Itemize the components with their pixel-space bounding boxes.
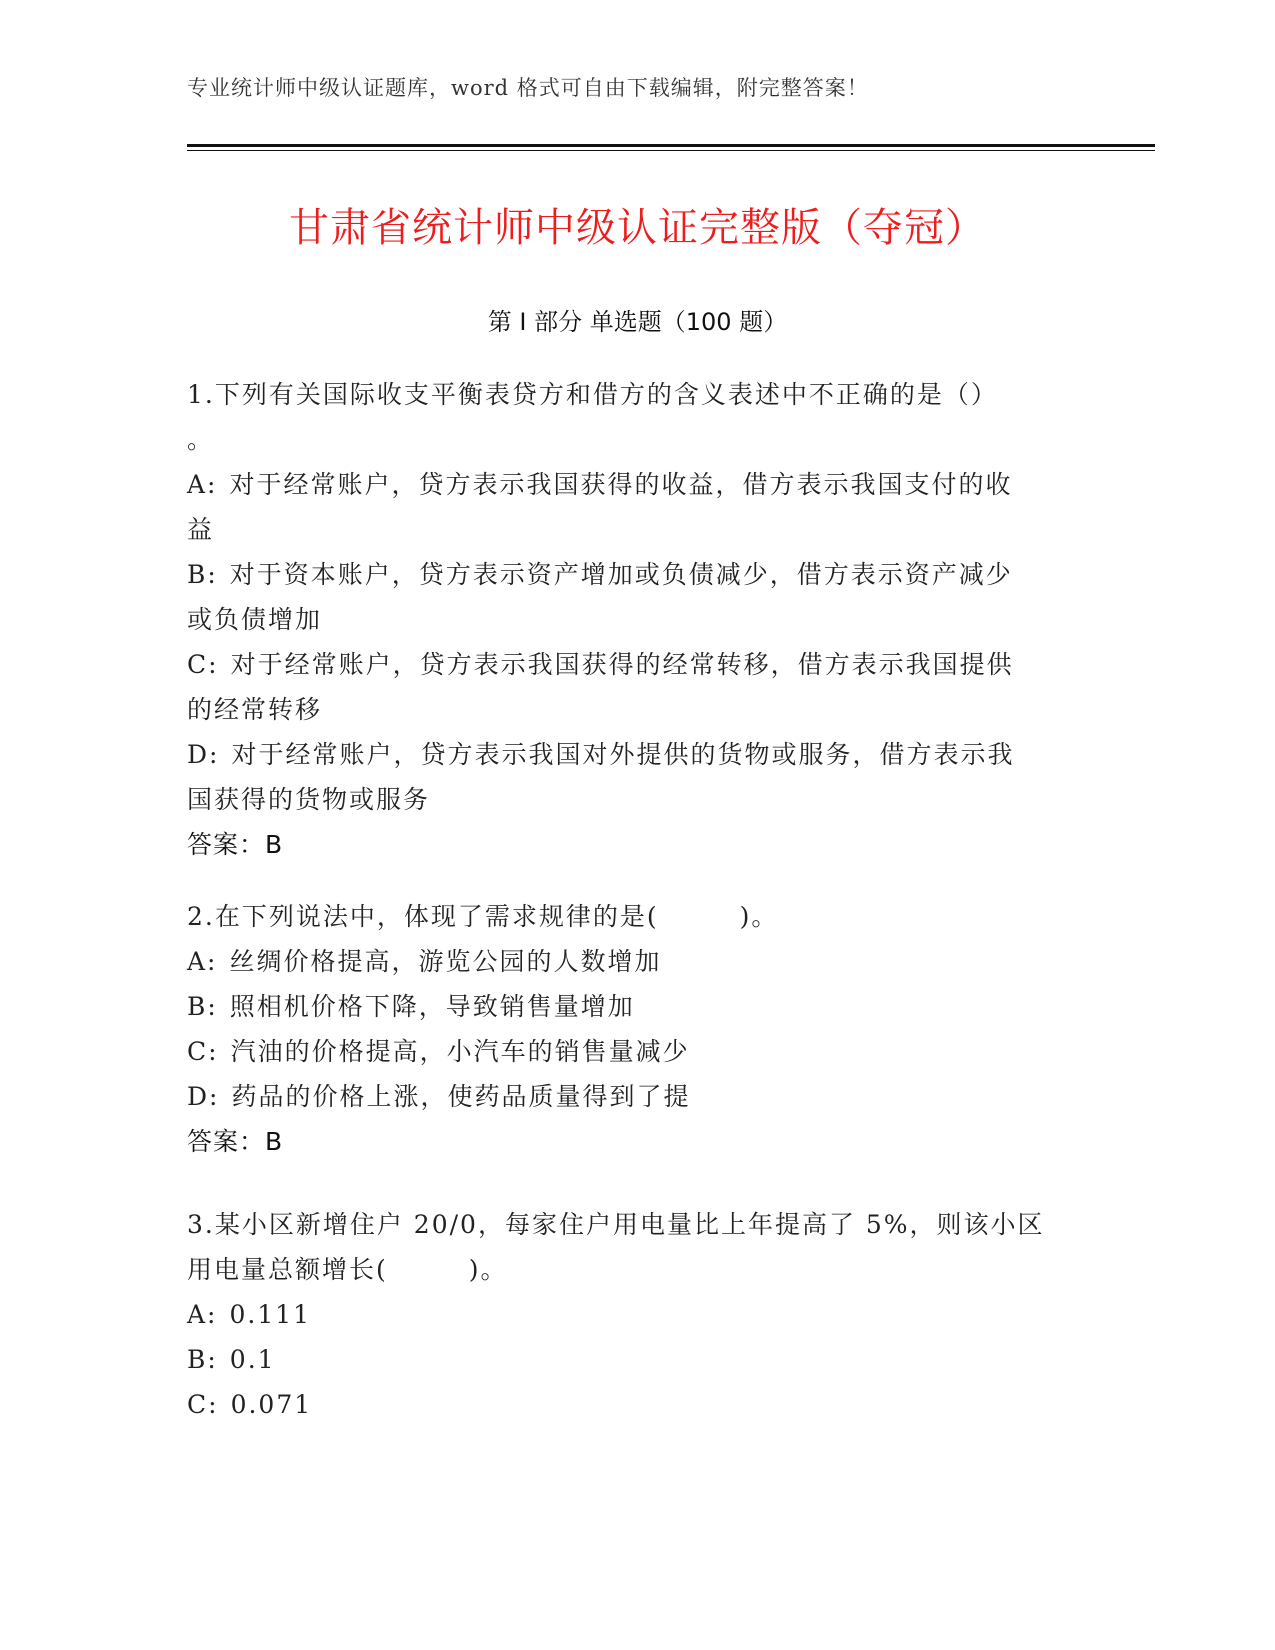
option-letter: A: xyxy=(187,1300,218,1329)
question-1-option-a xyxy=(187,462,1077,507)
question-1-stem-line-1: 1.下列有关国际收支平衡表贷方和借方的含义表述中不正确的是（） xyxy=(187,380,998,409)
question-1-option-c-cont: 的经常转移 xyxy=(187,695,323,724)
section-title: 第 I 部分 单选题（100 题） xyxy=(487,308,788,336)
option-letter: A: xyxy=(187,947,218,976)
option-text: 对于经常账户，贷方表示我国获得的经常转移，借方表示我国提供 xyxy=(230,650,1014,679)
option-text: 照相机价格下降，导致销售量增加 xyxy=(229,992,635,1021)
option-letter: D: xyxy=(187,1082,220,1111)
question-2-option-a xyxy=(187,939,1077,984)
option-letter: C: xyxy=(187,1390,219,1419)
option-letter: A: xyxy=(187,470,218,499)
question-2-option-d xyxy=(187,1074,1077,1119)
option-text: 对于经常账户，贷方表示我国对外提供的货物或服务，借方表示我 xyxy=(231,740,1015,769)
question-3-stem-line-1: 3.某小区新增住户 20/0，每家住户用电量比上年提高了 5%，则该小区 xyxy=(187,1210,1045,1239)
option-letter: B: xyxy=(187,560,218,589)
option-text: 丝绸价格提高，游览公园的人数增加 xyxy=(229,947,662,976)
option-letter: D: xyxy=(187,740,220,769)
option-letter: B: xyxy=(187,1345,218,1374)
option-letter: B: xyxy=(187,992,218,1021)
option-text: 0.1 xyxy=(229,1345,276,1374)
question-1-option-c xyxy=(187,642,1077,687)
question-2 xyxy=(187,894,1077,1164)
question-1-option-d xyxy=(187,732,1077,777)
option-text: 汽油的价格提高，小汽车的销售量减少 xyxy=(230,1037,690,1066)
document-title: 甘肃省统计师中级认证完整版（夺冠） xyxy=(289,205,986,251)
question-3-option-b xyxy=(187,1337,1077,1382)
option-text: 0.111 xyxy=(229,1300,312,1329)
question-3-option-a xyxy=(187,1292,1077,1337)
question-1-option-a-cont: 益 xyxy=(187,515,215,544)
question-2-stem: 2.在下列说法中，体现了需求规律的是( )。 xyxy=(187,902,779,931)
question-3 xyxy=(187,1202,1077,1427)
question-1-stem-line-2: 。 xyxy=(187,425,215,454)
question-1-option-b-cont: 或负债增加 xyxy=(187,605,323,634)
question-1-option-b xyxy=(187,552,1077,597)
question-2-option-c xyxy=(187,1029,1077,1074)
option-text: 对于经常账户，贷方表示我国获得的收益，借方表示我国支付的收 xyxy=(229,470,1013,499)
option-text: 对于资本账户，贷方表示资产增加或负债减少，借方表示资产减少 xyxy=(229,560,1013,589)
question-2-option-b xyxy=(187,984,1077,1029)
option-text: 药品的价格上涨，使药品质量得到了提 xyxy=(231,1082,691,1111)
question-1 xyxy=(187,372,1077,867)
option-text: 0.071 xyxy=(230,1390,313,1419)
question-3-stem-line-2: 用电量总额增长( )。 xyxy=(187,1255,508,1284)
option-letter: C: xyxy=(187,650,219,679)
option-letter: C: xyxy=(187,1037,219,1066)
question-1-answer: 答案：B xyxy=(187,830,284,859)
question-1-option-d-cont: 国获得的货物或服务 xyxy=(187,785,431,814)
question-3-option-c xyxy=(187,1382,1077,1427)
header-note: 专业统计师中级认证题库，word 格式可自由下载编辑，附完整答案！ xyxy=(187,76,869,100)
header-rule-thick xyxy=(187,144,1155,147)
header-rule-thin xyxy=(187,150,1155,151)
question-2-answer: 答案：B xyxy=(187,1127,284,1156)
